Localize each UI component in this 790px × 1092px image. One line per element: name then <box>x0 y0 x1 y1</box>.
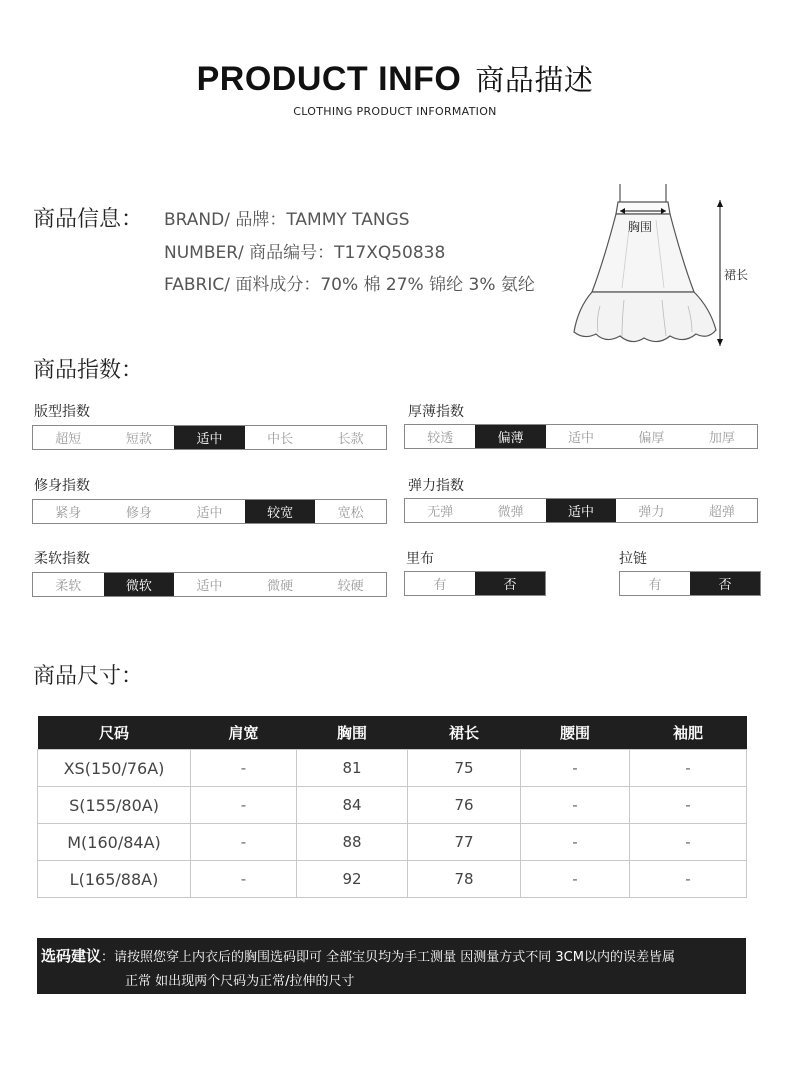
column-header: 肩宽 <box>191 716 297 750</box>
column-header: 裙长 <box>408 716 521 750</box>
size-heading: 商品尺寸： <box>33 664 144 689</box>
scale-option: 柔软 <box>55 579 82 594</box>
product-info-heading: 商品信息： <box>33 207 144 232</box>
size-cell: S(155/80A) <box>38 787 191 824</box>
table-row <box>38 750 747 787</box>
thickness-scale <box>404 424 758 449</box>
scale-option: 有 <box>648 578 662 593</box>
size-table <box>37 716 747 898</box>
table-cell: - <box>521 824 630 861</box>
size-cell: M(160/84A) <box>38 824 191 861</box>
scale-option: 中长 <box>267 432 294 447</box>
table-cell: - <box>191 787 297 824</box>
size-cell: XS(150/76A) <box>38 750 191 787</box>
table-cell: 88 <box>297 824 408 861</box>
table-cell: 92 <box>297 861 408 898</box>
title-cn: 商品描述 <box>475 65 594 97</box>
advice-text-1: ：请按照您穿上内衣后的胸围选码即可 全部宝贝均为手工测量 因测量方式不同 3CM以内的误差皆属 <box>101 950 675 965</box>
scale-option-selected: 否 <box>475 572 545 595</box>
fabric-line: FABRIC/ 面料成分：70% 棉 27% 锦纶 3% 氨纶 <box>164 275 535 295</box>
scale-option: 宽松 <box>337 506 364 521</box>
size-advice-box <box>37 938 746 994</box>
slimness-label: 修身指数 <box>34 478 90 494</box>
size-cell: L(165/88A) <box>38 861 191 898</box>
scale-option: 短款 <box>125 432 152 447</box>
scale-option: 有 <box>433 578 447 593</box>
elasticity-scale <box>404 498 758 523</box>
scale-option-selected: 适中 <box>546 499 616 522</box>
advice-line-2: 正常 如出现两个尺码为正常/拉伸的尺寸 <box>125 974 355 989</box>
scale-option: 较硬 <box>337 579 364 594</box>
table-cell: 77 <box>408 824 521 861</box>
advice-label: 选码建议 <box>41 947 102 965</box>
table-cell: - <box>521 861 630 898</box>
scale-option: 加厚 <box>708 431 735 446</box>
title-en: PRODUCT INFO <box>196 60 462 98</box>
table-cell: - <box>630 824 747 861</box>
thickness-label: 厚薄指数 <box>408 404 464 420</box>
column-header: 尺码 <box>38 716 191 750</box>
page-subtitle: CLOTHING PRODUCT INFORMATION <box>293 105 497 118</box>
scale-option: 超弹 <box>708 505 735 520</box>
table-cell: - <box>521 750 630 787</box>
table-cell: 78 <box>408 861 521 898</box>
scale-option: 弹力 <box>638 505 665 520</box>
lining-label: 里布 <box>406 551 434 567</box>
table-cell: - <box>630 787 747 824</box>
scale-option-selected: 较宽 <box>245 500 316 523</box>
dress-illustration <box>560 180 790 355</box>
zipper-label: 拉链 <box>619 551 647 567</box>
scale-option: 适中 <box>568 431 595 446</box>
table-cell: - <box>521 787 630 824</box>
table-cell: 75 <box>408 750 521 787</box>
number-line: NUMBER/ 商品编号：T17XQ50838 <box>164 243 446 263</box>
scale-option: 适中 <box>196 506 223 521</box>
dress-diagram <box>560 180 790 355</box>
scale-option-selected: 偏薄 <box>475 425 545 448</box>
zipper-scale <box>619 571 761 596</box>
chest-label: 胸围 <box>628 220 653 234</box>
index-heading: 商品指数： <box>33 358 144 383</box>
scale-option: 紧身 <box>55 506 82 521</box>
lining-scale <box>404 571 546 596</box>
table-cell: 81 <box>297 750 408 787</box>
softness-scale <box>32 572 387 597</box>
table-cell: 76 <box>408 787 521 824</box>
table-cell: - <box>630 750 747 787</box>
fit-length-label: 版型指数 <box>34 404 90 420</box>
brand-line: BRAND/ 品牌：TAMMY TANGS <box>164 210 410 230</box>
table-cell: - <box>630 861 747 898</box>
page-title <box>0 58 790 99</box>
scale-option: 无弹 <box>427 505 454 520</box>
column-header: 袖肥 <box>630 716 747 750</box>
advice-line-1 <box>41 945 675 966</box>
scale-option-selected: 否 <box>690 572 760 595</box>
scale-option: 适中 <box>196 579 223 594</box>
scale-option: 长款 <box>337 432 364 447</box>
length-label: 裙长 <box>724 268 749 282</box>
scale-option: 偏厚 <box>638 431 665 446</box>
scale-option-selected: 适中 <box>174 426 245 449</box>
column-header: 腰围 <box>521 716 630 750</box>
scale-option: 微弹 <box>497 505 524 520</box>
size-table-header <box>38 716 747 750</box>
table-cell: - <box>191 824 297 861</box>
scale-option: 微硬 <box>267 579 294 594</box>
table-cell: - <box>191 861 297 898</box>
column-header: 胸围 <box>297 716 408 750</box>
fit-length-scale <box>32 425 387 450</box>
scale-option: 修身 <box>125 506 152 521</box>
table-row <box>38 861 747 898</box>
table-row <box>38 787 747 824</box>
table-cell: - <box>191 750 297 787</box>
elasticity-label: 弹力指数 <box>408 478 464 494</box>
scale-option: 超短 <box>55 432 82 447</box>
scale-option: 较透 <box>427 431 454 446</box>
softness-label: 柔软指数 <box>34 551 90 567</box>
table-row <box>38 824 747 861</box>
table-cell: 84 <box>297 787 408 824</box>
scale-option-selected: 微软 <box>104 573 175 596</box>
slimness-scale <box>32 499 387 524</box>
